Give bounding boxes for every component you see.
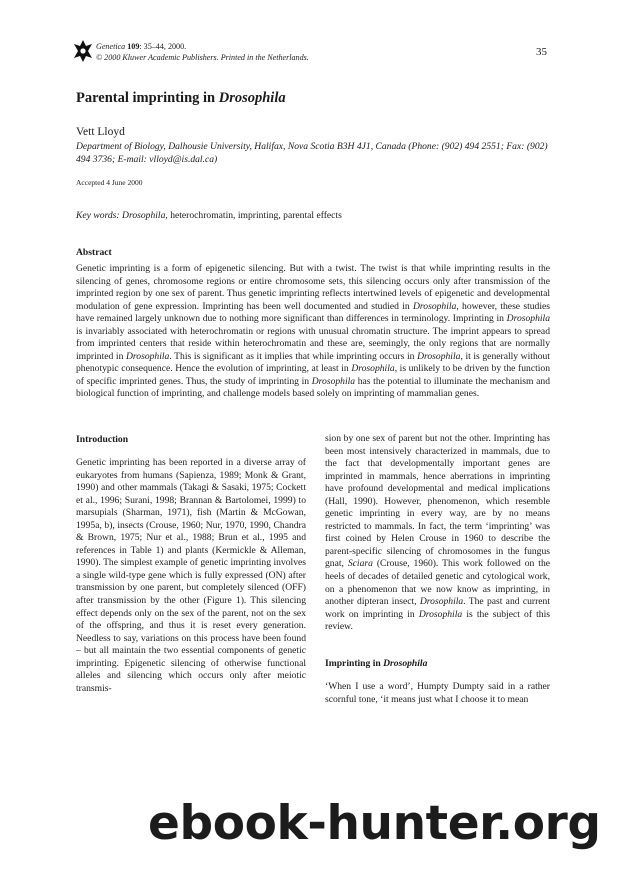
abstract-body: Genetic imprinting is a form of epigenetic silencing. But with a twist. The twist is that while imprinting results in the silencing of genes, chromosome regions or entire chromosome sets, this silencing occurs only after transmission of the imprinted region by one sex of parent. Thus genetic imprinting reflects intertwined levels of epigenetic and developmental modulation of gene expression. Imprinting has been well documented and studied in Drosophila, however, these studies have remained largely unknown due to nothing more significant than differences in terminology. Imprinting in Drosophila is invariably associated with heterochromatin or regions with unusual chromatin structure. The imprint appears to spread from imprinted centers that reside within heterochromatin and these are, seemingly, the only regions that are normally imprinted in Drosophila. This is significant as it implies that while imprinting occurs in Drosophila, it is generally without phenotypic consequence. Hence the evolution of imprinting, at least in Drosophila, is unlikely to be driven by the function of specific imprinted genes. Thus, the study of imprinting in Drosophila has the potential to illuminate the mechanism and biological function of imprinting, and challenge models based solely on imprinting of mammalian genes.: [76, 263, 551, 400]
abstract-heading: Abstract: [76, 247, 112, 258]
author-affiliation: Department of Biology, Dalhousie University, Halifax, Nova Scotia B3H 4J1, Canada (Phone: (902) 494 2551; Fax: (902) 494 3736; E-mail: vlloyd@is.dal.ca): [76, 141, 548, 165]
section-body-imprinting: ‘When I use a word’, Humpty Dumpty said in a rather scornful tone, ‘it means just what I choose it to mean: [325, 681, 550, 705]
journal-citation: Genetica 109: 35–44, 2000. © 2000 Kluwer Academic Publishers. Printed in the Netherlands.: [96, 42, 309, 62]
publisher-logo-icon: [74, 40, 92, 62]
author-name: Vett Lloyd: [76, 126, 125, 138]
introduction-heading: Introduction: [76, 434, 129, 445]
introduction-body-col2: sion by one sex of parent but not the other. Imprinting has been most intensively characterized in mammals, due to the fact that developmentally important genes are imprinted in mammals, hence aberrations in imprinting have profound developmental and medical implications (Hall, 1990). However, phenomenon, which resemble genetic imprinting in every way, are by no means restricted to mammals. In fact, the term ‘imprinting’ was first coined by Helen Crouse in 1960 to describe the parent-specific silencing of chromosomes in the fungus gnat, Sciara (Crouse, 1960). This work followed on the heels of decades of detailed genetic and cytological work, on a phenomenon that we now know as imprinting, in another dipteran insect, Drosophila. The past and current work on imprinting in Drosophila is the subject of this review.: [325, 433, 551, 633]
copyright-line: © 2000 Kluwer Academic Publishers. Printed in the Netherlands.: [96, 53, 309, 62]
introduction-body-col1: Genetic imprinting has been reported in a diverse array of eukaryotes from humans (Sapienza, 1989; Monk & Grant, 1990) and other mammals (Takagi & Sasaki, 1975; Cockett et al., 1996; Surani, 1998; Brannan & Bartolomei, 1999) to marsupials (Sharman, 1971), fish (Martin & McGowan, 1995a, b), insects (Crouse, 1960; Nur, 1970, 1990, Chandra & Brown, 1975; Nur et al., 1988; Brun et al., 1995 and references in Table 1) and plants (Kermickle & Alleman, 1990). The simplest example of genetic imprinting involves a single wild-type gene which is fully expressed (ON) after transmission by one parent, but completely silenced (OFF) after transmission by the other (Figure 1). This silencing effect depends only on the sex of the parent, not on the sex of the offspring, and thus it is reset every generation. Needless to say, variations on this process have been found – but all maintain the two essential components of genetic imprinting. Epigenetic silencing of otherwise functional alleles and silencing which occurs only after meiotic transmis-: [76, 457, 306, 694]
watermark-text: ebook-hunter.org: [148, 796, 601, 851]
accepted-date: Accepted 4 June 2000: [76, 178, 143, 187]
section-heading-imprinting: Imprinting in Drosophila: [325, 658, 428, 669]
keywords: Key words: Drosophila, heterochromatin, imprinting, parental effects: [76, 210, 342, 221]
page-number: 35: [536, 46, 547, 58]
article-title: Parental imprinting in Drosophila: [76, 90, 286, 106]
